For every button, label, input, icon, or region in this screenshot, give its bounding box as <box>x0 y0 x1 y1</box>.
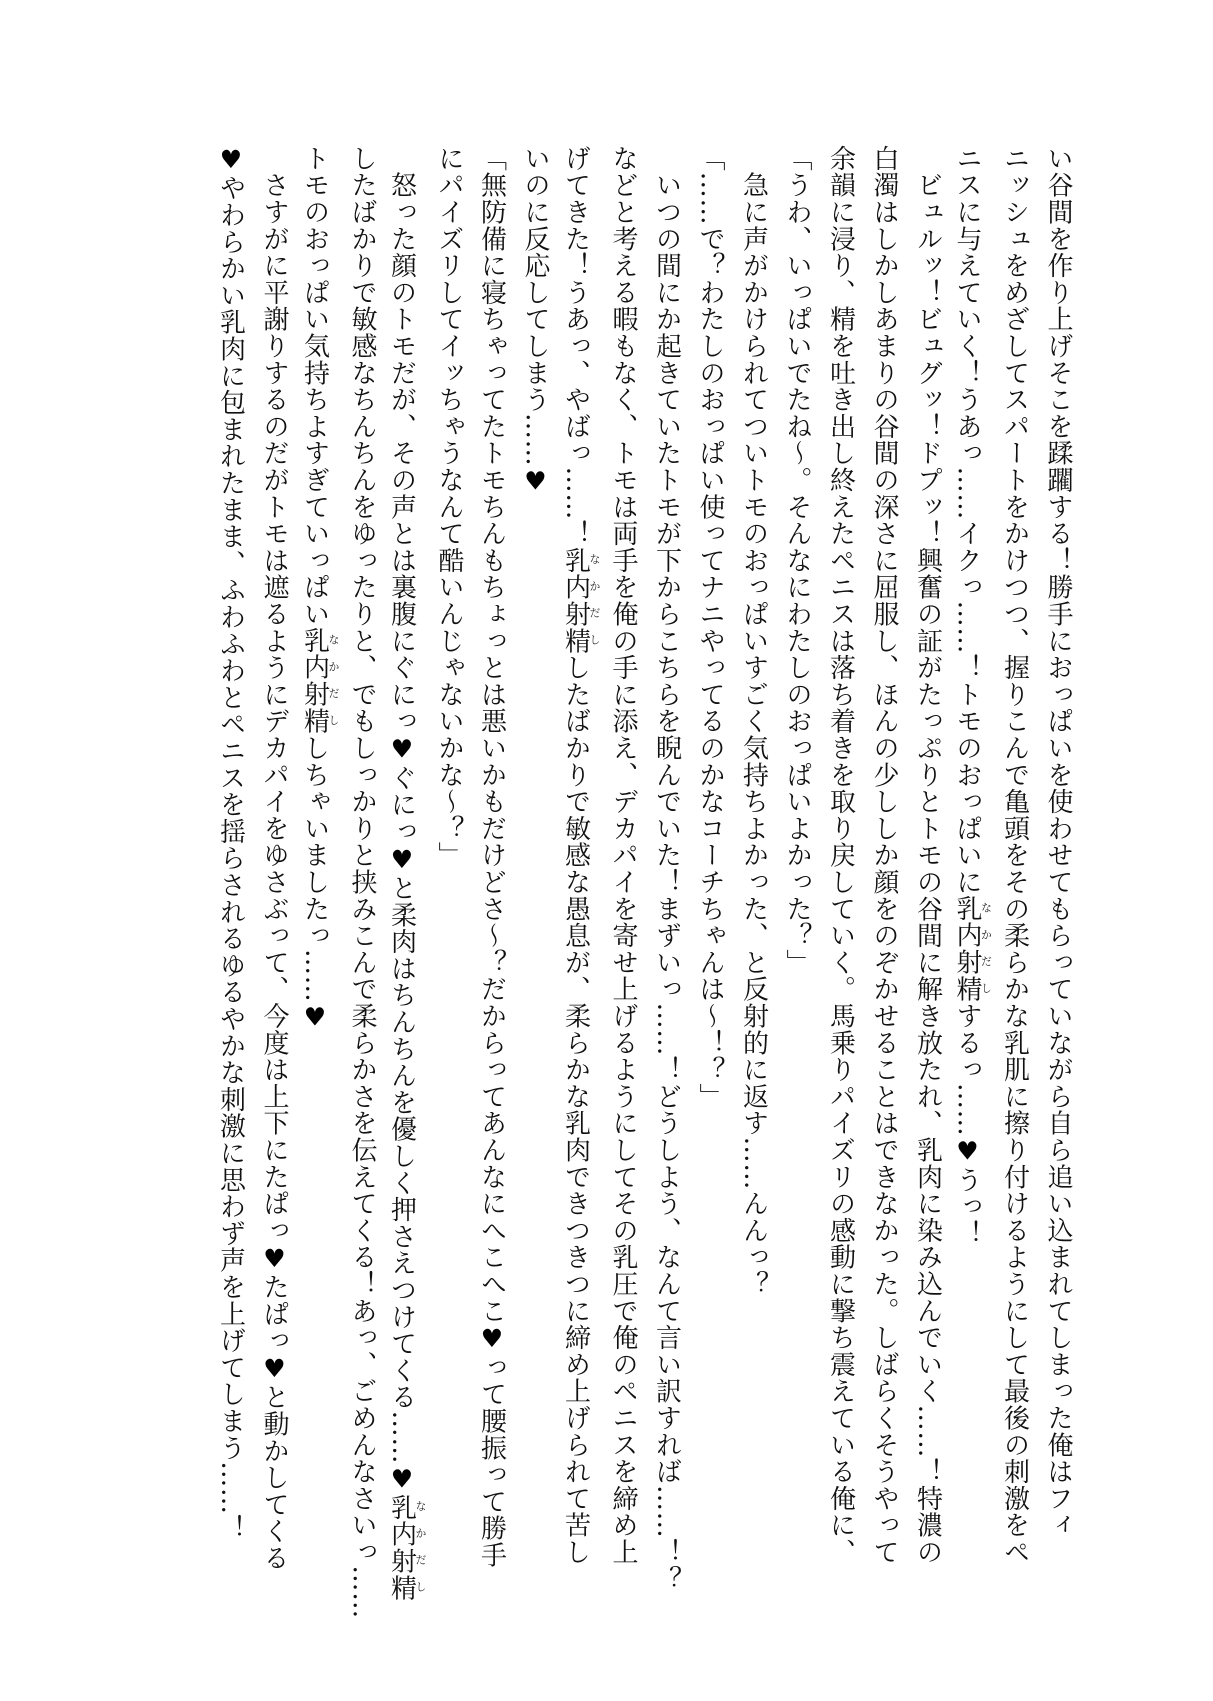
text-run: と柔肉はちんちんを優しく押さえつけてくる…… <box>386 874 417 1465</box>
text-run: 「うわ、いっぱいでたね〜。そんなにわたしのおっぱいよかった？」 <box>782 145 812 976</box>
furigana: なかだし <box>588 547 601 655</box>
text-run: ぐにっ <box>386 764 417 845</box>
ruby-word <box>560 547 601 655</box>
text-run: トモのおっぱい気持ちよすぎていっぱい <box>299 145 330 628</box>
text-column <box>253 145 297 1572</box>
text-run: さすがに平謝りするのだがトモは遮るようにデカパイをゆさぶって、今度は上下にたぱっ <box>259 145 289 1244</box>
text-column <box>905 145 949 1566</box>
text-column <box>992 145 1036 1566</box>
text-run: 怒った顔のトモだが、その声とは裏腹にぐにっ <box>386 145 417 735</box>
text-column <box>514 145 558 1555</box>
text-run: やわらかい乳肉に包まれたまま、ふわふわとペニスを揺らされるゆるやかな刺激に思わず声を上げてしまう……！ <box>215 174 246 1542</box>
text-run: うっ！ <box>952 1166 982 1247</box>
text-run: たぱっ <box>259 1273 289 1355</box>
text-column <box>427 145 471 1555</box>
text-run: したばかりで敏感なちんちんをゆったりと、でもしっかりと挟みこんで柔らかさを伝えてくる！あっ、ごめんなさいっ…… <box>347 145 377 1619</box>
ruby-base: 乳内射精 <box>299 627 330 735</box>
text-column <box>296 145 340 1555</box>
text-run: 「……で？わたしのおっぱい使ってナニやってるのかなコーチちゃんは〜！？」 <box>695 145 725 1110</box>
ruby-word <box>952 895 993 1003</box>
novel-page-text <box>209 145 1079 1619</box>
ruby-base: 乳内射精 <box>952 895 982 1003</box>
heart-icon: ♥ <box>300 1002 330 1033</box>
text-run: って腰振って勝手 <box>476 1354 507 1569</box>
heart-icon: ♥ <box>521 466 550 497</box>
text-run: しちゃいましたっ…… <box>299 734 330 1003</box>
text-run: と動かしてくる <box>259 1383 289 1572</box>
heart-icon: ♥ <box>953 1136 982 1167</box>
text-run: い谷間を作り上げそこを蹂躙する！勝手におっぱいを使わせてもらっていながら自ら追い込まれてしまった俺はフィ <box>1043 145 1073 1539</box>
text-run: 余韻に浸り、精を吐き出し終えたペニスは落ち着きを取り戻していく。馬乗りパイズリの感動に撃ち震えている俺に、 <box>825 145 856 1566</box>
heart-icon: ♥ <box>387 1464 417 1495</box>
heart-icon: ♥ <box>387 844 417 875</box>
text-run: 「無防備に寝ちゃってたトモちんもちょっとは悪いかもだけどさ〜？だからってあんなにへこへこ <box>476 145 507 1325</box>
text-column <box>862 145 906 1566</box>
furigana: なかだし <box>327 627 340 735</box>
text-column <box>470 145 514 1569</box>
text-column <box>644 145 688 1593</box>
text-column <box>731 145 775 1555</box>
text-run: ニスに与えていく！うあっ……イクっ……！トモのおっぱいに <box>952 145 982 896</box>
text-run: げてきた！うあっ、やばっ……！ <box>560 145 591 547</box>
ruby-word <box>299 627 340 735</box>
text-column <box>1036 145 1080 1555</box>
text-run: にパイズリしてイッちゃうなんて酷いんじゃないかな〜？」 <box>434 145 464 869</box>
furigana: なかだし <box>414 1494 427 1602</box>
text-run: 白濁はしかしあまりの谷間の深さに屈服し、ほんの少ししか顔をのぞかせることはできなかった。しばらくそうやって <box>869 145 899 1566</box>
text-column <box>818 145 862 1566</box>
text-run: ビュルッ！ビュグッ！ドプッ！興奮の証がたっぷりとトモの谷間に解き放たれ、乳肉に染み込んでいく……！特濃の <box>912 145 943 1566</box>
text-run: したばかりで敏感な愚息が、柔らかな乳肉できつきつに締め上げられて苦し <box>560 654 591 1566</box>
text-run: するっ…… <box>952 1002 982 1137</box>
text-run: いのに反応してしまう…… <box>520 145 550 467</box>
ruby-base: 乳内射精 <box>560 547 591 655</box>
heart-icon: ♥ <box>260 1243 289 1274</box>
ruby-word <box>386 1494 427 1602</box>
heart-icon: ♥ <box>477 1324 507 1355</box>
text-column <box>209 145 253 1555</box>
ruby-base: 乳内射精 <box>386 1494 417 1602</box>
text-column <box>688 145 732 1555</box>
text-column <box>601 145 645 1566</box>
furigana: なかだし <box>979 895 993 1003</box>
text-column <box>557 145 601 1566</box>
text-run: ニッシュをめざしてスパートをかけつつ、握りこんで亀頭をその柔らかな乳肌に擦り付けるようにして最後の刺激をペ <box>999 145 1030 1566</box>
text-column <box>775 145 819 1555</box>
text-run: などと考える暇もなく、トモは両手を俺の手に添え、デカパイを寄せ上げるようにしてその乳圧で俺のペニスを締め上 <box>608 145 638 1566</box>
text-column <box>340 145 384 1619</box>
text-run: 急に声がかけられてついトモのおっぱいすごく気持ちよかった、と反射的に返す……んんっ？ <box>738 145 769 1298</box>
heart-icon: ♥ <box>216 145 246 175</box>
text-run: いつの間にか起きていたトモが下からこちらを睨んでいた！まずいっ……！どうしよう、なんて言い訳すれば……！？ <box>651 145 682 1593</box>
text-column <box>383 145 427 1602</box>
text-column <box>949 145 993 1555</box>
heart-icon: ♥ <box>387 734 417 765</box>
heart-icon: ♥ <box>260 1354 289 1384</box>
